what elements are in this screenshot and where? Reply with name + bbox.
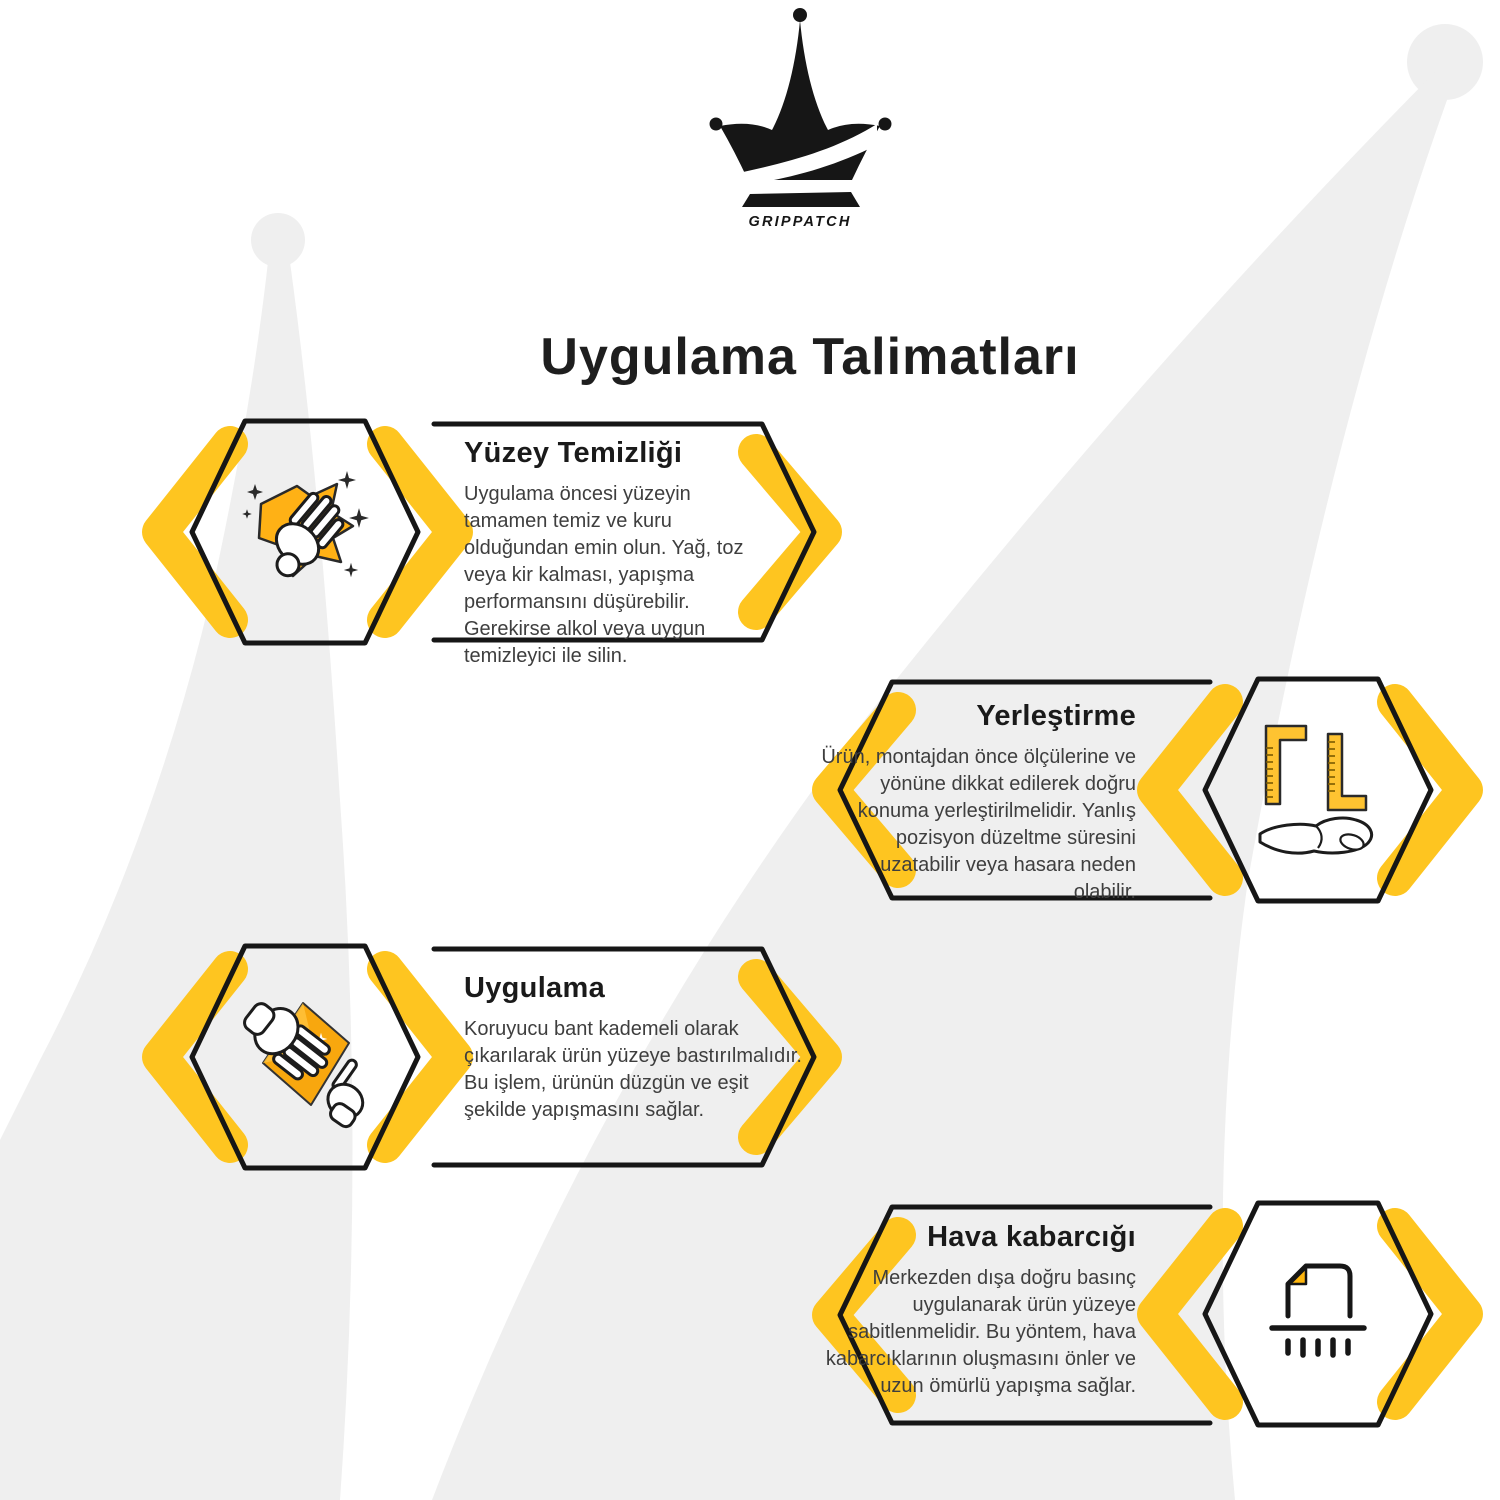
step-title: Uygulama: [464, 972, 605, 1004]
step-body: Ürün, montajdan önce ölçülerine ve yönüne dikkat edilerek doğru konuma yerleştirilmelidir. Yanlış pozisyon düzeltme süresini uzatabilir veya hasara neden olabilir.: [821, 746, 1136, 903]
step-4-text: [804, 1221, 1136, 1400]
step-title: Hava kabarcığı: [927, 1221, 1136, 1253]
step-body: Koruyucu bant kademeli olarak çıkarılarak ürün yüzeye bastırılmalıdır. Bu işlem, ürünün düzgün ve eşit şekilde yapışmasını sağlar.: [464, 1018, 802, 1121]
grippatch-logo: [690, 4, 910, 236]
step-2-text: [814, 700, 1136, 906]
step-body: Uygulama öncesi yüzeyin tamamen temiz ve kuru olduğundan emin olun. Yağ, toz veya kir kalması, yapışma performansını düşürebilir. Gerekirse alkol veya uygun temizleyici ile silin.: [464, 483, 744, 667]
crown-watermark: [0, 24, 1483, 1500]
crown-icon: [710, 8, 892, 207]
brand-name: GRIPPATCH: [748, 214, 852, 230]
air-bubble-press-icon: [1272, 1266, 1364, 1355]
step-title: Yerleştirme: [976, 700, 1136, 732]
step-body: Merkezden dışa doğru basınç uygulanarak ürün yüzeye sabitlenmelidir. Bu yöntem, hava kabarcıklarının oluşmasını önler ve uzun ömürlü yapışma sağlar.: [825, 1267, 1136, 1397]
step-1-text: [464, 437, 766, 670]
page-title: Uygulama Talimatları: [540, 327, 1080, 386]
step-3-text: [464, 972, 816, 1124]
step-title: Yüzey Temizliği: [464, 437, 683, 469]
measuring-rulers-icon: [1260, 726, 1372, 853]
